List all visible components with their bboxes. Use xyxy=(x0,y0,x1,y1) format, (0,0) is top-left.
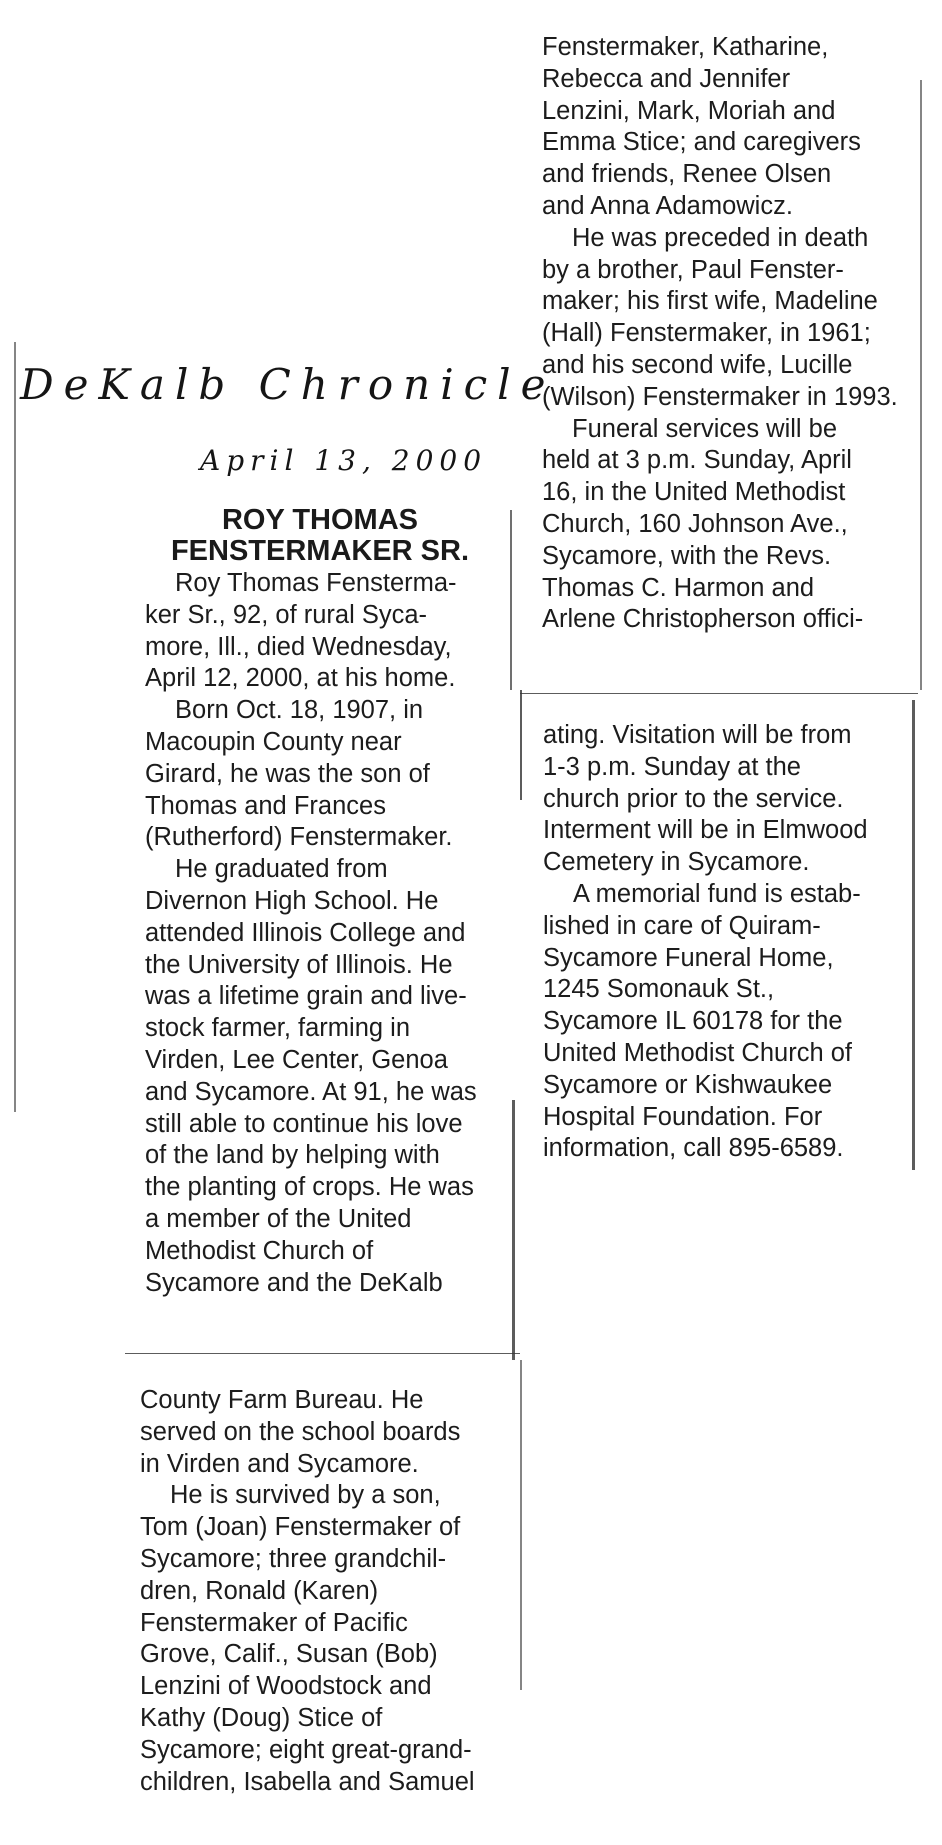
clipping-edge xyxy=(510,510,512,690)
text-line: County Farm Bureau. He xyxy=(140,1386,424,1414)
text-line: Hospital Foundation. For xyxy=(543,1102,823,1131)
text-line: and his second wife, Lucille xyxy=(542,350,853,379)
text-line: Sycamore Funeral Home, xyxy=(543,943,834,972)
handwritten-publication-name: DeKalb Chronicle xyxy=(20,360,556,409)
text-line: lished in care of Quiram- xyxy=(543,911,821,940)
text-line: Macoupin County near xyxy=(145,727,402,756)
text-line: 1245 Somonauk St., xyxy=(543,975,775,1004)
text-line: the planting of crops. He was xyxy=(145,1173,474,1202)
text-line: ating. Visitation will be from xyxy=(543,721,852,749)
text-line: a member of the United xyxy=(145,1204,412,1233)
column2-bottom-clipping xyxy=(543,720,868,1165)
text-line: 16, in the United Methodist xyxy=(542,478,846,507)
text-line: Sycamore; three grandchil- xyxy=(140,1544,447,1573)
text-line: Divernon High School. He xyxy=(145,886,439,915)
text-line: 1-3 p.m. Sunday at the xyxy=(543,752,801,781)
text-line: of the land by helping with xyxy=(145,1141,440,1170)
text-line: Born Oct. 18, 1907, in xyxy=(175,696,424,725)
text-line: held at 3 p.m. Sunday, April xyxy=(542,446,852,475)
text-line: Sycamore or Kishwaukee xyxy=(543,1070,833,1099)
text-line: dren, Ronald (Karen) xyxy=(140,1576,379,1605)
headline-line: FENSTERMAKER SR. xyxy=(170,535,470,567)
text-line: still able to continue his love xyxy=(145,1109,463,1138)
clipping-edge xyxy=(920,80,922,690)
text-line: Tom (Joan) Fenstermaker of xyxy=(140,1513,461,1542)
text-line: Funeral services will be xyxy=(572,414,838,443)
text-line: in Virden and Sycamore. xyxy=(140,1449,419,1478)
text-line: served on the school boards xyxy=(140,1417,461,1446)
text-line: Emma Stice; and caregivers xyxy=(542,128,861,157)
text-line: information, call 895-6589. xyxy=(543,1134,844,1163)
text-line: Interment will be in Elmwood xyxy=(543,816,868,845)
text-line: Arlene Christopherson offici- xyxy=(542,605,864,634)
clipping-cut-line xyxy=(125,1353,520,1354)
text-line: and friends, Renee Olsen xyxy=(542,160,832,189)
text-line: (Hall) Fenstermaker, in 1961; xyxy=(542,319,871,348)
text-line: stock farmer, farming in xyxy=(145,1014,410,1043)
text-line: Kathy (Doug) Stice of xyxy=(140,1703,383,1732)
text-line: He was preceded in death xyxy=(572,223,869,252)
text-line: Church, 160 Johnson Ave., xyxy=(542,509,848,538)
text-line: by a brother, Paul Fenster- xyxy=(542,255,844,284)
text-line: the University of Illinois. He xyxy=(145,950,453,979)
text-line: Roy Thomas Fensterma- xyxy=(175,569,457,597)
text-line: and Anna Adamowicz. xyxy=(542,191,793,220)
text-line: was a lifetime grain and live- xyxy=(145,982,467,1011)
clipping-edge xyxy=(912,700,915,1170)
text-line: United Methodist Church of xyxy=(543,1038,852,1067)
text-line: Cemetery in Sycamore. xyxy=(543,848,810,877)
text-line: Virden, Lee Center, Genoa xyxy=(145,1045,448,1074)
text-line: Sycamore, with the Revs. xyxy=(542,541,832,570)
text-line: Sycamore IL 60178 for the xyxy=(543,1007,843,1036)
obituary-headline xyxy=(130,505,510,567)
text-line: Fenstermaker, Katharine, xyxy=(542,33,829,61)
clipping-edge xyxy=(14,342,16,1112)
text-line: more, Ill., died Wednesday, xyxy=(145,632,452,661)
text-line: children, Isabella and Samuel xyxy=(140,1767,475,1796)
text-line: A memorial fund is estab- xyxy=(573,879,861,908)
text-line: Thomas C. Harmon and xyxy=(542,573,815,602)
text-line: Grove, Calif., Susan (Bob) xyxy=(140,1640,438,1669)
text-line: maker; his first wife, Madeline xyxy=(542,287,878,316)
text-line: Lenzini, Mark, Moriah and xyxy=(542,96,836,125)
clipping-edge xyxy=(520,690,522,800)
text-line: Methodist Church of xyxy=(145,1236,374,1265)
clipping-edge xyxy=(520,1360,522,1690)
text-line: church prior to the service. xyxy=(543,784,844,813)
column2-top-clipping xyxy=(542,32,898,636)
text-line: He is survived by a son, xyxy=(170,1481,441,1510)
column1-bottom-clipping xyxy=(140,1385,475,1798)
text-line: (Rutherford) Fenstermaker. xyxy=(145,823,453,852)
column1-top-clipping xyxy=(145,568,477,1299)
text-line: Lenzini of Woodstock and xyxy=(140,1672,432,1701)
text-line: and Sycamore. At 91, he was xyxy=(145,1077,477,1106)
headline-line: ROY THOMAS xyxy=(221,504,419,536)
text-line: Girard, he was the son of xyxy=(145,759,430,788)
text-line: Sycamore; eight great-grand- xyxy=(140,1735,472,1764)
handwritten-date: April 13, 2000 xyxy=(200,444,488,477)
clipping-cut-line xyxy=(520,693,918,694)
text-line: Fenstermaker of Pacific xyxy=(140,1608,408,1637)
text-line: April 12, 2000, at his home. xyxy=(145,664,456,693)
clipping-edge xyxy=(512,1100,515,1360)
text-line: attended Illinois College and xyxy=(145,918,466,947)
text-line: (Wilson) Fenstermaker in 1993. xyxy=(542,382,898,411)
text-line: Rebecca and Jennifer xyxy=(542,64,791,93)
text-line: He graduated from xyxy=(175,855,388,884)
text-line: Thomas and Frances xyxy=(145,791,386,820)
text-line: Sycamore and the DeKalb xyxy=(145,1268,443,1297)
text-line: ker Sr., 92, of rural Syca- xyxy=(145,600,428,629)
